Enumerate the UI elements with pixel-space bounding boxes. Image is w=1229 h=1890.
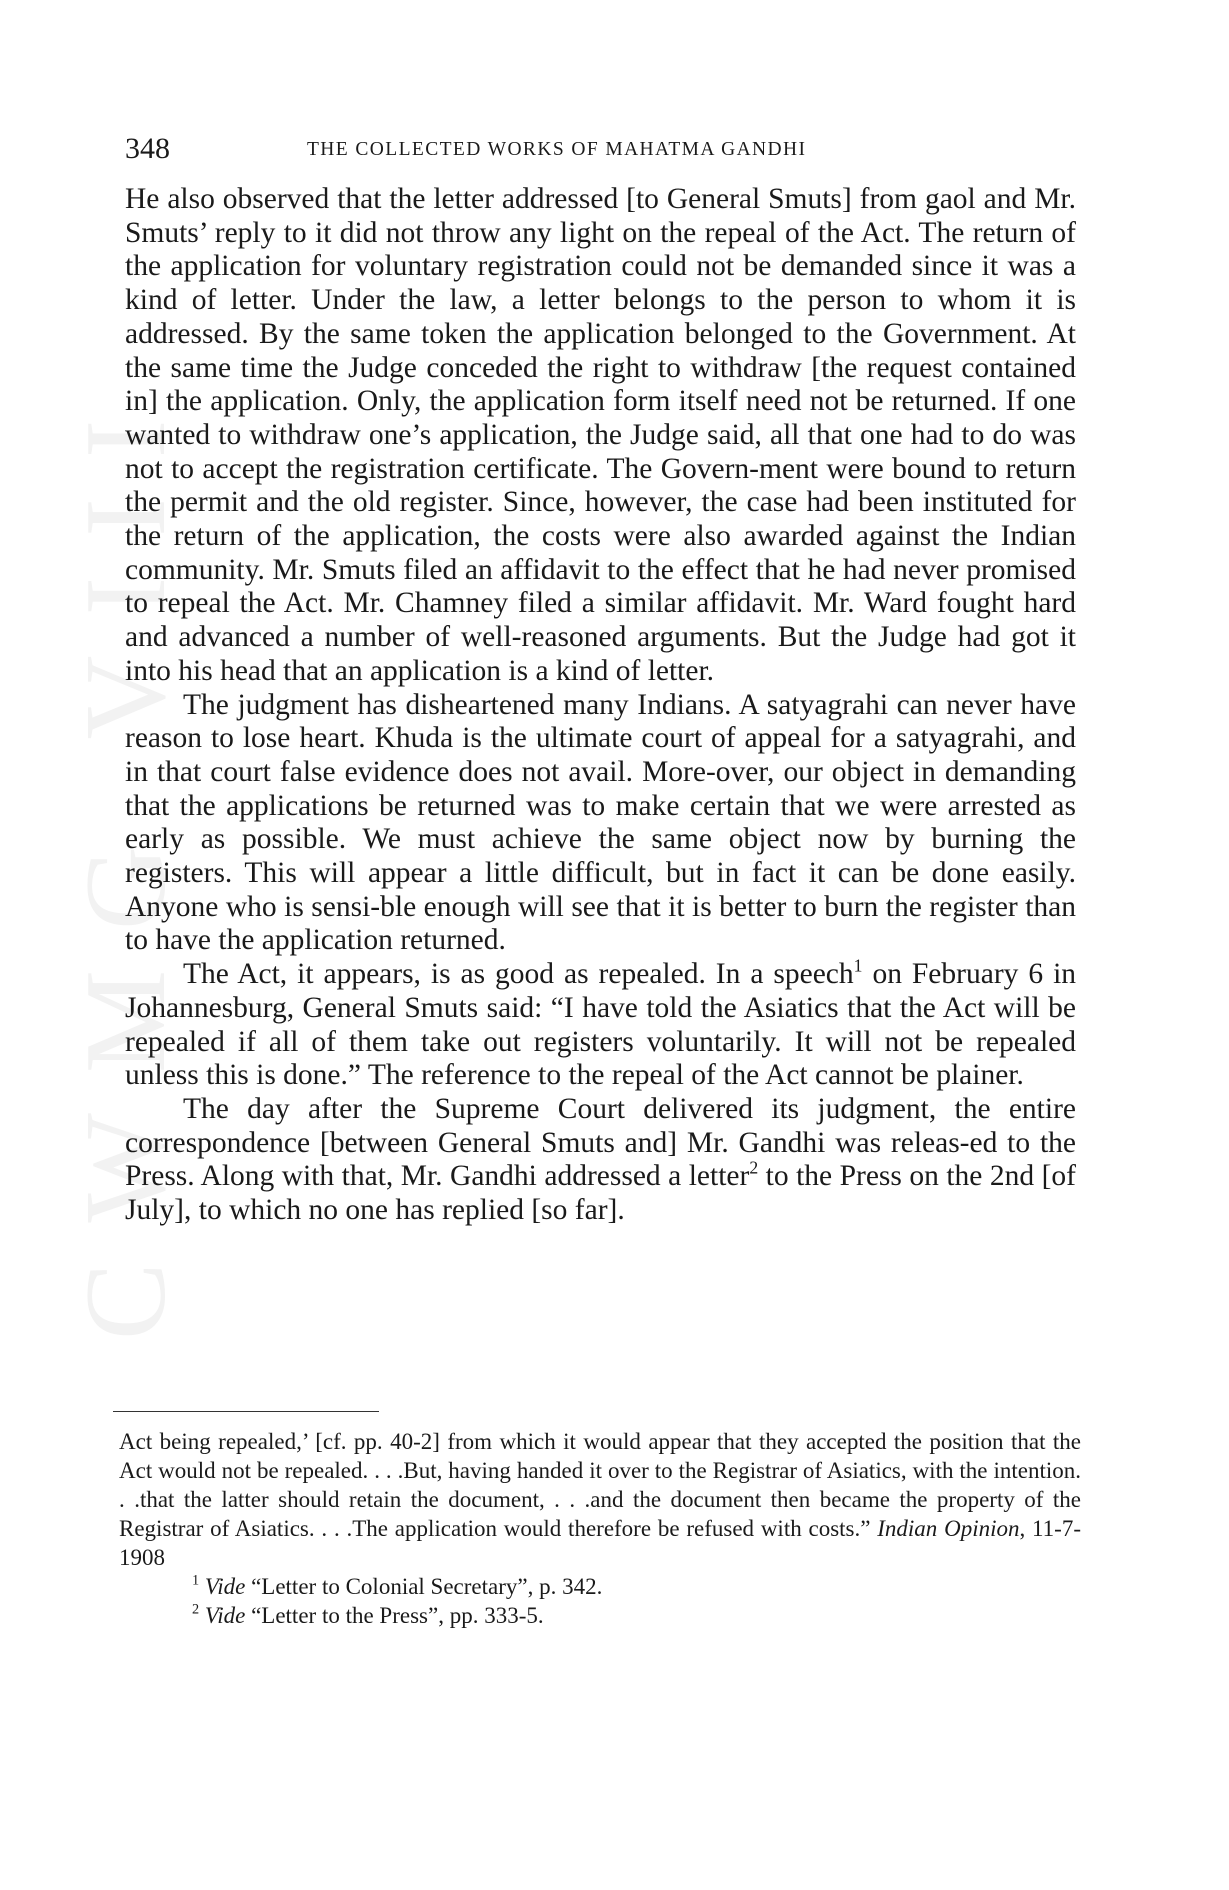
running-title: THE COLLECTED WORKS OF MAHATMA GANDHI — [307, 139, 807, 160]
footnote-marker: 2 — [192, 1601, 200, 1618]
footnote-continuation — [119, 1427, 1081, 1572]
watermark: CWMG VIII — [62, 379, 190, 1340]
text-run: to the Press on the 2nd [of July], to which no one has replied [so far]. — [125, 1160, 1076, 1227]
text-run: The Act, it appears, is as good as repealed. In a speech — [183, 958, 854, 991]
text-run: on February 6 in Johannesburg, General Smuts said: “I have told the Asiatics that the Act will be repealed if all of them take out registers voluntarily. It will not be repealed unless this is done.” The reference to the repeal of the Act cannot be plainer. — [125, 958, 1077, 1092]
text-run: “Letter to Colonial Secretary”, p. 342. — [245, 1574, 603, 1599]
text-run: He also observed that the letter addressed [to General Smuts] from gaol and Mr. Smuts’ reply to it did not throw any light on the repeal of the Act. The return of the application for voluntary registration could not be demanded since it was a kind of letter. Under the law, a letter belongs to the person to whom it is addressed. By the same token the application belonged to the Government. At the same time the Judge conceded the right to withdraw [the request contained in] the application. Only, the application form itself need not be returned. If one wanted to withdraw one’s application, the Judge said, all that one had to do was not to accept the registration certificate. The Govern-ment were bound to return the permit and the old register. Since, however, the case had been instituted for the return of the application, the costs were also awarded against the Indian community. Mr. Smuts filed an affidavit to the effect that he had never promised to repeal the Act. Mr. Chamney filed a similar affidavit. Mr. Ward fought hard and advanced a number of well-reasoned arguments. But the Judge had got it into his head that an application is a kind of letter. — [125, 183, 1076, 687]
text-run: , 11-7-1908 — [119, 1516, 1081, 1570]
text-run: The day after the Supreme Court delivered its judgment, the entire correspondence [between General Smuts and] Mr. Gandhi was releas-ed to the Press. Along with that, Mr. Gandhi addressed a letter — [125, 1092, 1076, 1193]
text-run: The judgment has disheartened many Indians. A satyagrahi can never have reason to lose heart. Khuda is the ultimate court of appeal for a satyagrahi, and in that court false evidence does not avail. More-over, our object in demanding that the applications be returned was to make certain that we were arrested as early as possible. We must achieve the same object now by burning the registers. This will appear a little difficult, but in fact it can be done easily. Anyone who is sensi-ble enough will see that it is better to burn the register than to have the application returned. — [125, 688, 1076, 957]
running-header — [125, 132, 1076, 166]
footnote-marker: 1 — [853, 955, 863, 976]
footnote-rule — [113, 1411, 379, 1412]
text-run: Act being repealed,’ [cf. pp. 40-2] from which it would appear that they accepted the position that the Act would not be repealed. . . .But, having handed it over to the Registrar of Asiatics, with the intention. . .that the latter should retain the document, . . .and the document then became the property of the Registrar of Asiatics. . . .The application would therefore be refused with costs.” — [119, 1429, 1081, 1541]
italic-text: Vide — [204, 1603, 246, 1628]
body-paragraph — [125, 1093, 1076, 1228]
body-paragraph — [125, 955, 1077, 1093]
page-number: 348 — [125, 132, 170, 165]
text-run: “Letter to the Press”, pp. 333-5. — [245, 1603, 544, 1628]
footnote — [119, 1601, 1081, 1630]
italic-text: Indian Opinion — [877, 1516, 1020, 1541]
body-paragraph — [125, 689, 1076, 959]
footnote-marker: 2 — [749, 1157, 759, 1178]
italic-text: Vide — [204, 1574, 246, 1599]
footnotes — [119, 1427, 1081, 1630]
footnote-marker: 1 — [192, 1572, 200, 1589]
footnote — [119, 1572, 1081, 1601]
body-paragraph — [125, 183, 1076, 689]
body-text — [125, 183, 1076, 1228]
